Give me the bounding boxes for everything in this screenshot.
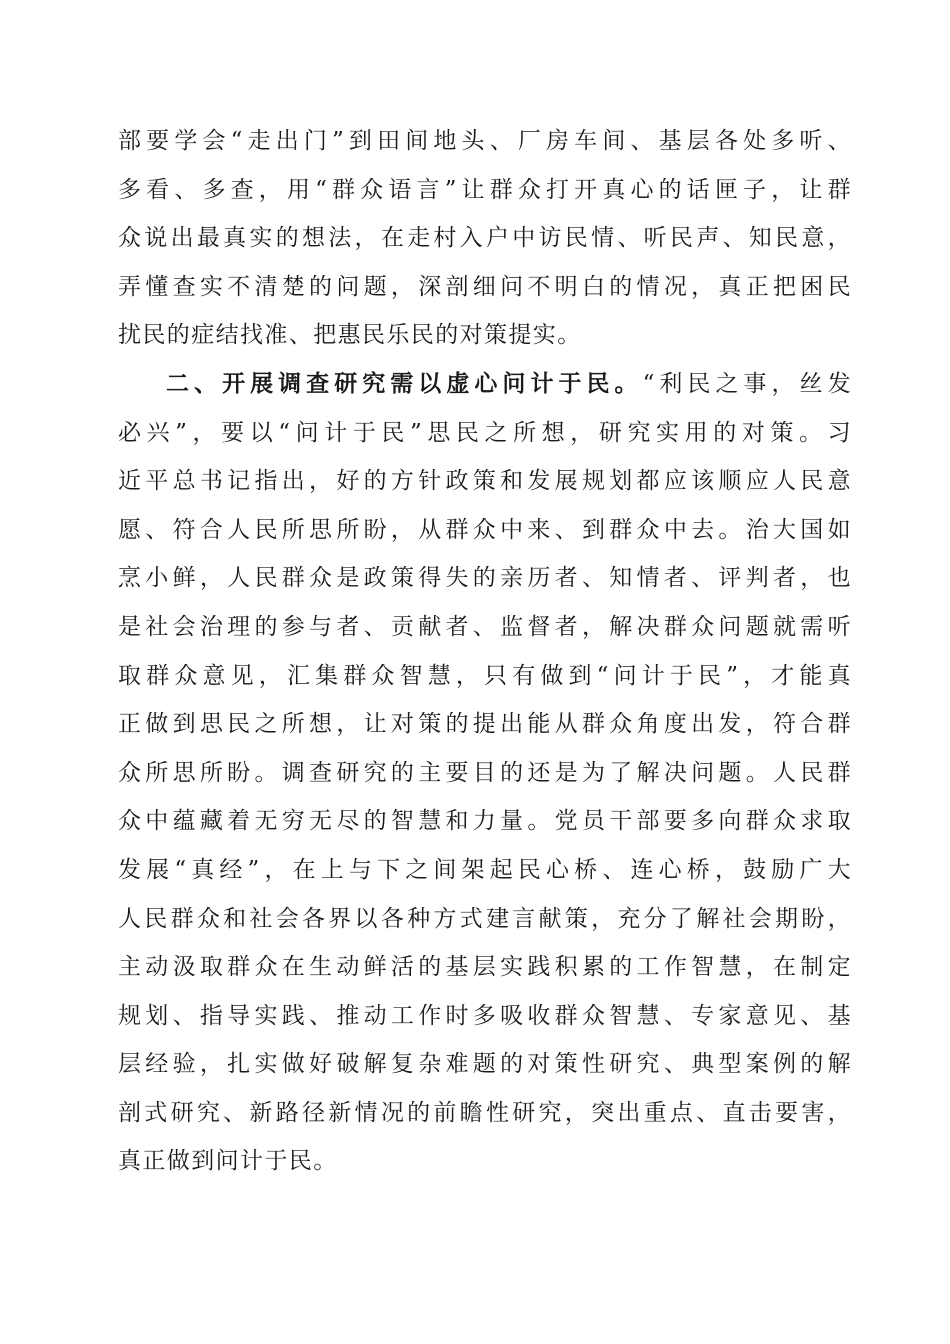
paragraph2-line: 层经验，扎实做好破解复杂难题的对策性研究、典型案例的解 (118, 1051, 852, 1078)
paragraph2-line: 众所思所盼。调查研究的主要目的还是为了解决问题。人民群 (118, 759, 852, 786)
paragraph2-line: 烹小鲜，人民群众是政策得失的亲历者、知情者、评判者，也 (118, 565, 852, 592)
paragraph2-first-line-text: “利民之事，丝发 (642, 370, 852, 397)
paragraph2-line: 正做到思民之所想，让对策的提出能从群众角度出发，符合群 (118, 711, 852, 738)
paragraph2-line: 近平总书记指出，好的方针政策和发展规划都应该顺应人民意 (118, 468, 852, 495)
paragraph1-line: 扰民的症结找准、把惠民乐民的对策提实。 (118, 322, 582, 349)
paragraph2-line: 剖式研究、新路径新情况的前瞻性研究，突出重点、直击要害， (118, 1099, 852, 1126)
paragraph1-line: 弄懂查实不清楚的问题，深剖细问不明白的情况，真正把困民 (118, 273, 852, 300)
paragraph2-line: 真正做到问计于民。 (118, 1148, 338, 1175)
paragraph1-line: 部要学会“走出门”到田间地头、厂房车间、基层各处多听、 (118, 128, 852, 154)
paragraph2-line: 众中蕴藏着无穷无尽的智慧和力量。党员干部要多向群众求取 (118, 808, 852, 835)
paragraph2-line: 发展“真经”，在上与下之间架起民心桥、连心桥，鼓励广大 (118, 856, 852, 883)
paragraph2-line: 取群众意见，汇集群众智慧，只有做到“问计于民”，才能真 (118, 662, 852, 689)
section-heading: 二、开展调查研究需以虚心问计于民。 (166, 370, 643, 397)
paragraph2-line: 主动汲取群众在生动鲜活的基层实践积累的工作智慧，在制定 (118, 954, 852, 981)
paragraph2-first-line (118, 360, 852, 409)
paragraph2-line: 必兴”，要以“问计于民”思民之所想，研究实用的对策。习 (118, 419, 852, 446)
paragraph1-line: 众说出最真实的想法，在走村入户中访民情、听民声、知民意， (118, 225, 852, 252)
document-body (118, 117, 852, 1186)
paragraph2-line: 愿、符合人民所思所盼，从群众中来、到群众中去。治大国如 (118, 516, 852, 543)
paragraph1-line: 多看、多查，用“群众语言”让群众打开真心的话匣子，让群 (118, 176, 852, 203)
paragraph2-line: 人民群众和社会各界以各种方式建言献策，充分了解社会期盼， (118, 905, 852, 932)
paragraph2-line: 规划、指导实践、推动工作时多吸收群众智慧、专家意见、基 (118, 1002, 852, 1029)
paragraph2-line: 是社会治理的参与者、贡献者、监督者，解决群众问题就需听 (118, 613, 852, 640)
